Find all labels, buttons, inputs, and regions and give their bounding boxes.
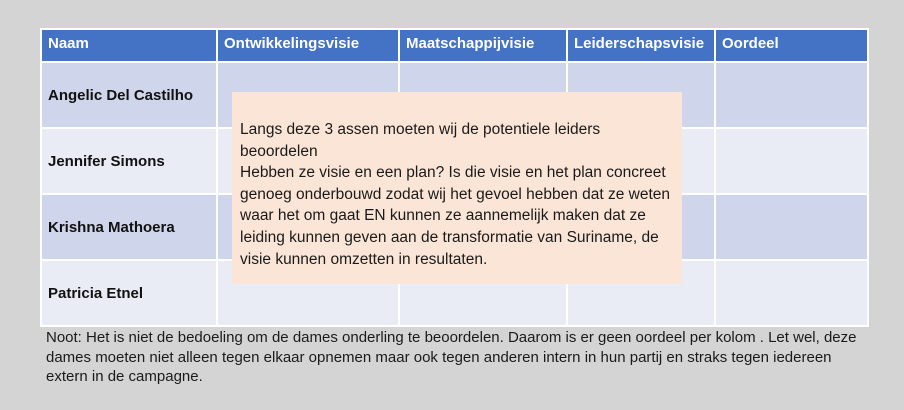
table-cell [715, 128, 868, 194]
row-name-cell: Patricia Etnel [41, 260, 217, 326]
row-name-cell: Angelic Del Castilho [41, 62, 217, 128]
callout-line-2: Hebben ze visie en een plan? Is die visie en het plan concreet genoeg onderbouwd zodat wij het gevoel hebben dat ze weten waar het om gaat EN kunnen ze aannemelijk maken dat ze leiding kunnen geven aan de transformatie van Suriname, de visie kunnen omzetten in resultaten. [240, 164, 671, 268]
row-name-cell: Jennifer Simons [41, 128, 217, 194]
header-maatschappijvisie: Maatschappijvisie [399, 29, 567, 62]
header-leiderschapsvisie: Leiderschapsvisie [567, 29, 715, 62]
row-name-cell: Krishna Mathoera [41, 194, 217, 260]
table-cell [715, 260, 868, 326]
footnote: Noot: Het is niet de bedoeling om de dames onderling te beoordelen. Daarom is er geen oordeel per kolom . Let wel, deze dames moeten niet alleen tegen elkaar opnemen maar ook tegen anderen intern in hun partij en straks tegen iedereen extern in de campagne. [46, 329, 857, 385]
header-ontwikkelingsvisie: Ontwikkelingsvisie [217, 29, 399, 62]
table-cell [715, 194, 868, 260]
explanation-callout [232, 92, 682, 284]
table-header-row [41, 29, 868, 62]
header-oordeel: Oordeel [715, 29, 868, 62]
header-naam: Naam [41, 29, 217, 62]
table-cell [715, 62, 868, 128]
callout-line-1: Langs deze 3 assen moeten wij de potentiele leiders beoordelen [240, 121, 601, 160]
